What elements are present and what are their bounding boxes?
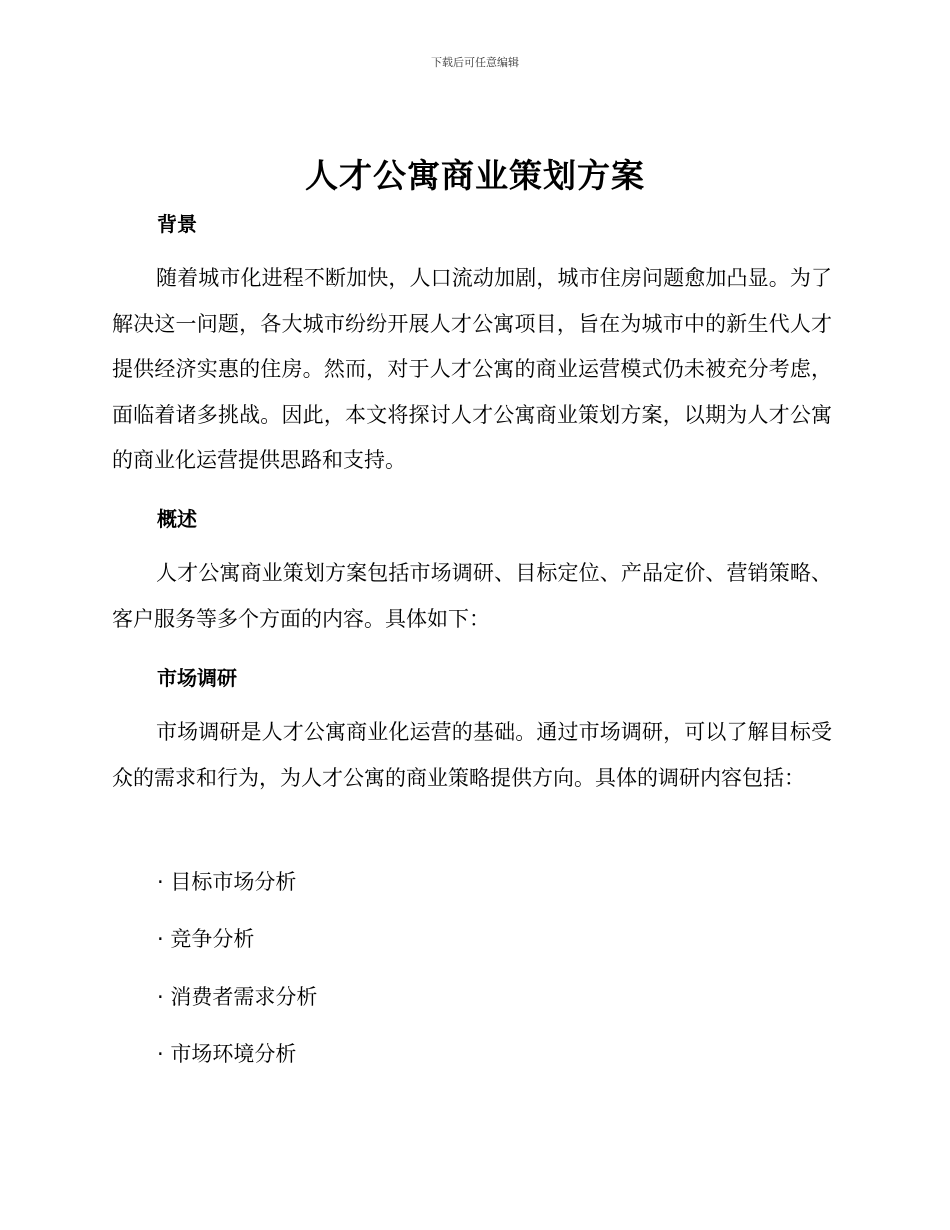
list-item-target-market: · 目标市场分析	[157, 870, 297, 894]
document-title: 人才公寓商业策划方案	[305, 156, 645, 195]
list-item-market-environment: · 市场环境分析	[157, 1042, 297, 1066]
section-paragraph-background: 随着城市化进程不断加快，人口流动加剧，城市住房问题愈加凸显。为了解决这一问题，各大城市纷纷开展人才公寓项目，旨在为城市中的新生代人才提供经济实惠的住房。然而，对于人才公寓的商业运营模式仍未被充分考虑，面临着诸多挑战。因此，本文将探讨人才公寓商业策划方案，以期为人才公寓的商业化运营提供思路和支持。	[112, 266, 832, 472]
section-paragraph-overview: 人才公寓商业策划方案包括市场调研、目标定位、产品定价、营销策略、客户服务等多个方面的内容。具体如下：	[112, 561, 832, 631]
header-note: 下载后可任意编辑	[431, 56, 519, 69]
list-item-competition: · 竞争分析	[157, 927, 255, 951]
section-paragraph-market-research: 市场调研是人才公寓商业化运营的基础。通过市场调研，可以了解目标受众的需求和行为，为人才公寓的商业策略提供方向。具体的调研内容包括：	[112, 720, 832, 790]
section-heading-overview: 概述	[157, 507, 197, 531]
section-heading-background: 背景	[157, 212, 197, 236]
section-heading-market-research: 市场调研	[157, 666, 237, 690]
list-item-consumer-needs: · 消费者需求分析	[157, 985, 318, 1009]
